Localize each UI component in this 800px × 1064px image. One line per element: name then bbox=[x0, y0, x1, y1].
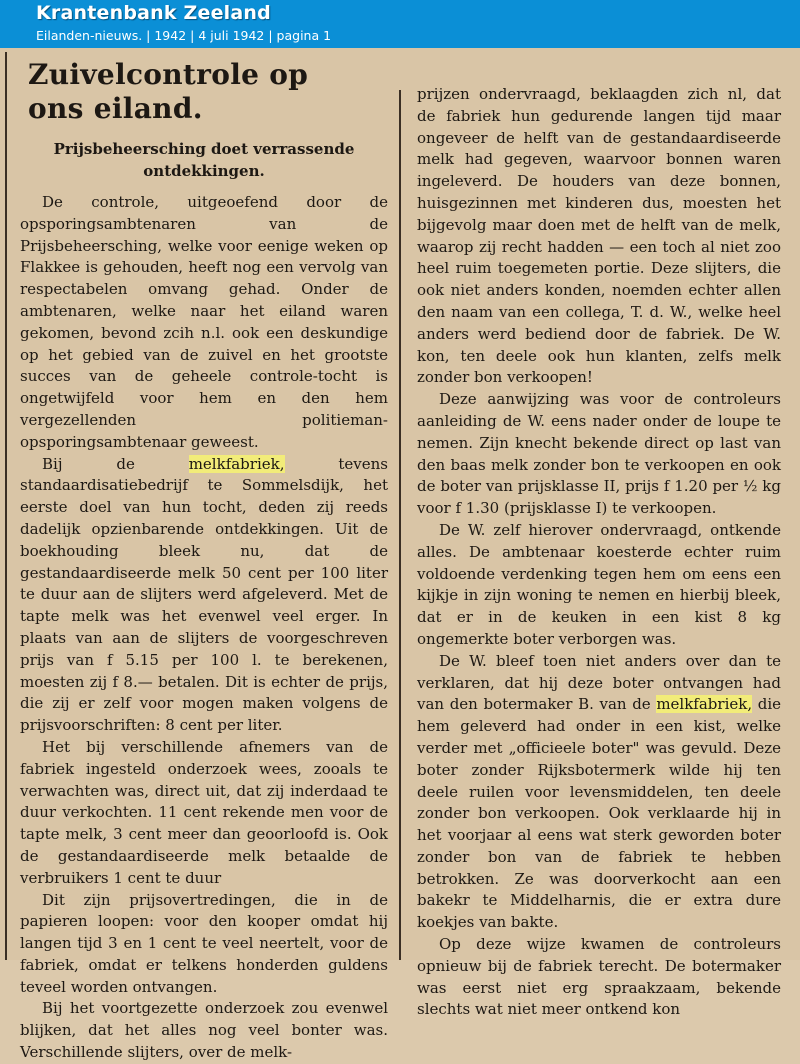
paragraph-text: die hem geleverd had onder in een kist, welke verder met „officieele boter" was gevuld. Deze boter zonder Rijksbotermerk wilde hij ten deele ruilen voor levensmiddelen, ten deele zonder bon verkoopen. Ook verklaarde hij in het voorjaar al eens wat sterk geworden boter zonder bon van de fabriek te hebben betrokken. Ze was doorverkocht aan een bakekr te Middelharnis, die er extra dure koekjes van bakte. bbox=[417, 695, 782, 932]
article-subtitle bbox=[20, 138, 388, 182]
publication-meta: Eilanden-nieuws. | 1942 | 4 juli 1942 | pagina 1 bbox=[36, 28, 332, 43]
site-title[interactable]: Krantenbank Zeeland bbox=[36, 2, 271, 24]
paragraph-text: De W. bleef toen niet anders over dan te verklaren, dat hij deze boter ontvangen had van den botermaker B. van de bbox=[417, 651, 781, 714]
paragraph: Op deze wijze kwamen de controleurs opnieuw bij de fabriek terecht. De botermaker was eerst niet erg spraakzaam, bekende slechts wat niet meer ontkend kon bbox=[417, 935, 781, 1019]
article-column-right bbox=[417, 84, 781, 1021]
paragraph: Dit zijn prijsovertredingen, die in de papieren loopen: voor den kooper omdat hij langen tijd 3 en 1 cent te veel neertelt, voor de fabriek, omdat er telkens honderden guldens teveel worden ontvangen. bbox=[20, 890, 388, 996]
paragraph: Het bij verschillende afnemers van de fabriek ingesteld onderzoek wees, zooals te verwachten was, direct uit, dat zij inderdaad te duur verkochten. 11 cent rekende men voor de tapte melk, 3 cent meer dan geoorloofd is. Ook de gestandaardiseerde melk betaalde de verbruikers 1 cent te duur bbox=[20, 737, 388, 887]
paragraph bbox=[417, 651, 781, 934]
search-highlight: melkfabriek, bbox=[656, 695, 753, 714]
header-bar bbox=[0, 0, 800, 48]
column-rule-left bbox=[5, 52, 7, 960]
subtitle-line-2: ontdekkingen. bbox=[143, 162, 265, 180]
paragraph bbox=[20, 454, 388, 737]
title-line-2: ons eiland. bbox=[28, 92, 203, 125]
subtitle-line-1: Prijsbeheersching doet verrassende bbox=[53, 140, 355, 158]
column-rule-middle bbox=[399, 90, 401, 960]
paragraph: Deze aanwijzing was voor de controleurs aanleiding de W. eens nader onder de loupe te nemen. Zijn knecht bekende direct op last van den baas melk zonder bon te verkoopen en ook de boter van prijsklasse II, prijs f 1.20 per ½ kg voor f 1.30 (prijsklasse I) te verkoopen. bbox=[417, 390, 781, 518]
paragraph-text: Bij de bbox=[42, 454, 189, 473]
search-highlight: melkfabriek, bbox=[188, 454, 285, 473]
article-column-left bbox=[20, 58, 388, 1064]
title-line-1: Zuivelcontrole op bbox=[28, 58, 309, 91]
article-title bbox=[28, 58, 388, 126]
paragraph: De controle, uitgeoefend door de opsporingsambtenaren van de Prijsbeheersching, welke voor eenige weken op Flakkee is gehouden, heeft nog een vervolg van respectabelen omvang gehad. Onder de ambtenaren, welke naar het eiland waren gekomen, bevond zcih n.l. ook een deskundige op het gebied van de zuivel en het grootste succes van de geheele controle-tocht is ongetwijfeld voor hem en den hem vergezellenden politieman-opsporingsambtenaar geweest. bbox=[20, 193, 388, 451]
paragraph: Bij het voortgezette onderzoek zou evenwel blijken, dat het alles nog veel bonter was. Verschillende slijters, over de melk- bbox=[20, 999, 388, 1062]
paragraph: De W. zelf hierover ondervraagd, ontkende alles. De ambtenaar koesterde echter ruim voldoende verdenking tegen hem om eens een kijkje in zijn woning te nemen en hierbij bleek, dat er in de keuken in een kist 8 kg ongemerkte boter verborgen was. bbox=[417, 520, 781, 648]
paragraph: prijzen ondervraagd, beklaagden zich nl, dat de fabriek hun gedurende langen tijd maar ongeveer de helft van de gestandaardiseerde melk had gegeven, waarvoor bonnen waren ingeleverd. De houders van deze bonnen, huisgezinnen met kinderen dus, moesten het bijgevolg maar doen met de helft van de melk, waarop zij recht hadden — een toch al niet zoo heel ruim toegemeten portie. Deze slijters, die ook niet anders konden, noemden echter allen den naam van een collega, T. d. W., welke heel anders werd bediend door de fabriek. De W. kon, ten deele ook hun klanten, zelfs melk zonder bon verkoopen! bbox=[417, 85, 781, 387]
paragraph-text: tevens standaardisatiebedrijf te Sommelsdijk, het eerste doel van hun tocht, deden zij reeds dadelijk opzienbarende ontdekkingen. Uit de boekhouding bleek nu, dat de gestandaardiseerde melk 50 cent per 100 liter te duur aan de slijters werd afgeleverd. Met de tapte melk was het evenwel veel erger. In plaats van aan de slijters de voorgeschreven prijs van f 5.15 per 100 l. te berekenen, moesten zij f 8.— betalen. Dit is echter de prijs, die zij er zelf voor mogen maken volgens de prijsvoorschriften: 8 cent per liter. bbox=[20, 454, 388, 735]
